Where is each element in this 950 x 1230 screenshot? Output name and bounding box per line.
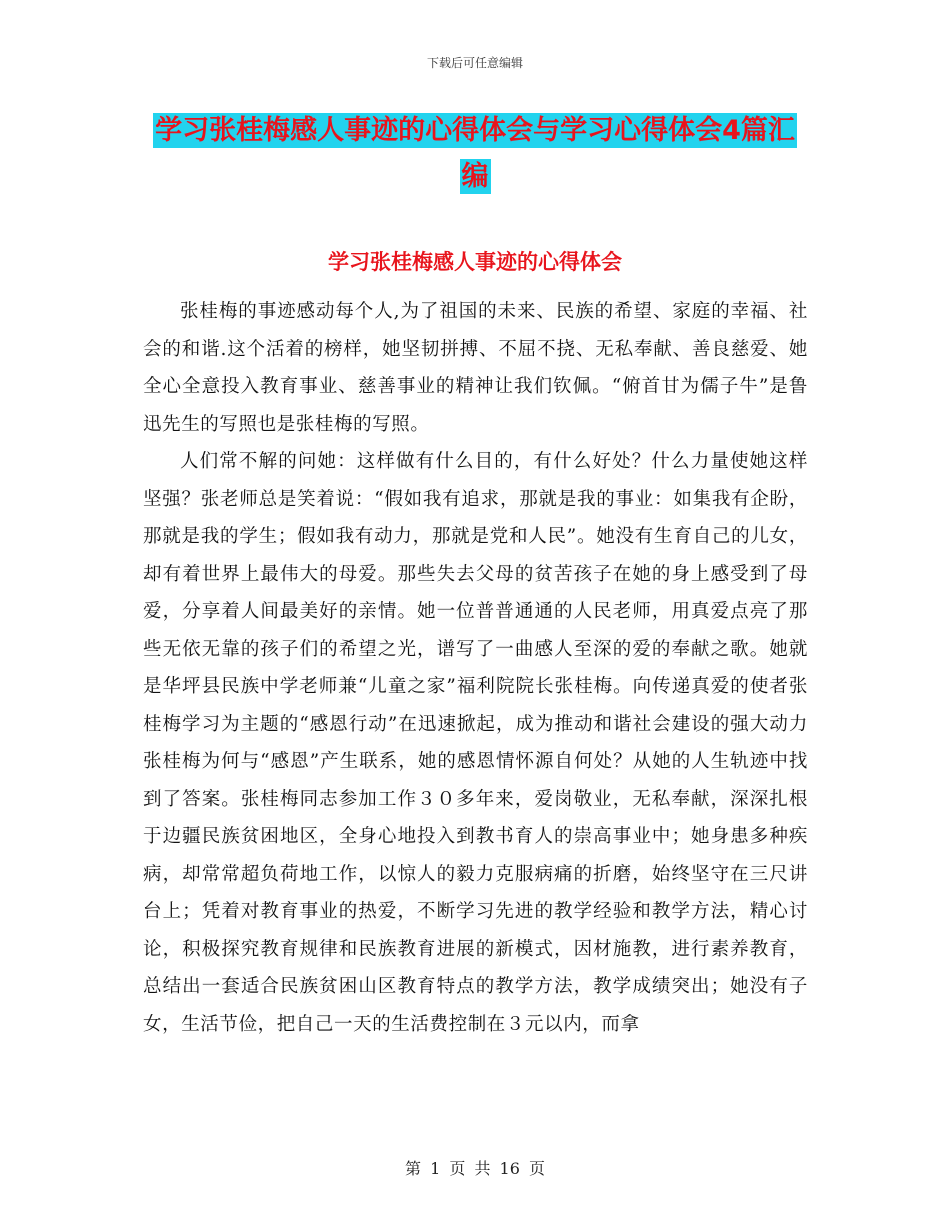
header-note: 下载后可任意编辑 <box>426 56 523 70</box>
document-title-text: 学习张桂梅感人事迹的心得体会与学习心得体会4篇汇编 <box>155 115 795 192</box>
paragraph-2: 人们常不解的问她：这样做有什么目的，有什么好处？什么力量使她这样坚强？张老师总是笑着说：“假如我有追求，那就是我的事业：如集我有企盼，那就是我的学生；假如我有动力，那就是党和人民”。她没有生育自己的儿女，却有着世界上最伟大的母爱。那些失去父母的贫苦孩子在她的身上感受到了母爱，分享着人间最美好的亲情。她一位普普通通的人民老师，用真爱点亮了那些无依无靠的孩子们的希望之光，谱写了一曲感人至深的爱的奉献之歌。她就是华坪县民族中学老师兼“儿童之家”福利院院长张桂梅。向传递真爱的使者张桂梅学习为主题的“感恩行动”在迅速掀起，成为推动和谐社会建设的强大动力张桂梅为何与“感恩”产生联系，她的感恩情怀源自何处？从她的人生轨迹中找到了答案。张桂梅同志参加工作３０多年来，爱岗敬业，无私奉献，深深扎根于边疆民族贫困地区，全身心地投入到教书育人的崇高事业中；她身患多种疾病，却常常超负荷地工作，以惊人的毅力克服病痛的折磨，始终坚守在三尺讲台上；凭着对教育事业的热爱，不断学习先进的教学经验和教学方法，精心讨论，积极探究教育规律和民族教育进展的新模式，因材施教，进行素养教育，总结出一套适合民族贫困山区教育特点的教学方法，教学成绩突出；她没有子女，生活节俭，把自己一天的生活费控制在３元以内，而拿 <box>143 451 808 1035</box>
body-text <box>143 293 808 1043</box>
document-title <box>145 108 805 200</box>
section-title: 学习张桂梅感人事迹的心得体会 <box>328 250 622 274</box>
page-number-footer: 第 1 页 共 16 页 <box>405 1159 545 1178</box>
paragraph-1: 张桂梅的事迹感动每个人,为了祖国的未来、民族的希望、家庭的幸福、社会的和谐.这个活着的榜样，她坚韧拼搏、不屈不挠、无私奉献、善良慈爱、她全心全意投入教育事业、慈善事业的精神让我们钦佩。“俯首甘为儒子牛”是鲁迅先生的写照也是张桂梅的写照。 <box>143 301 808 435</box>
